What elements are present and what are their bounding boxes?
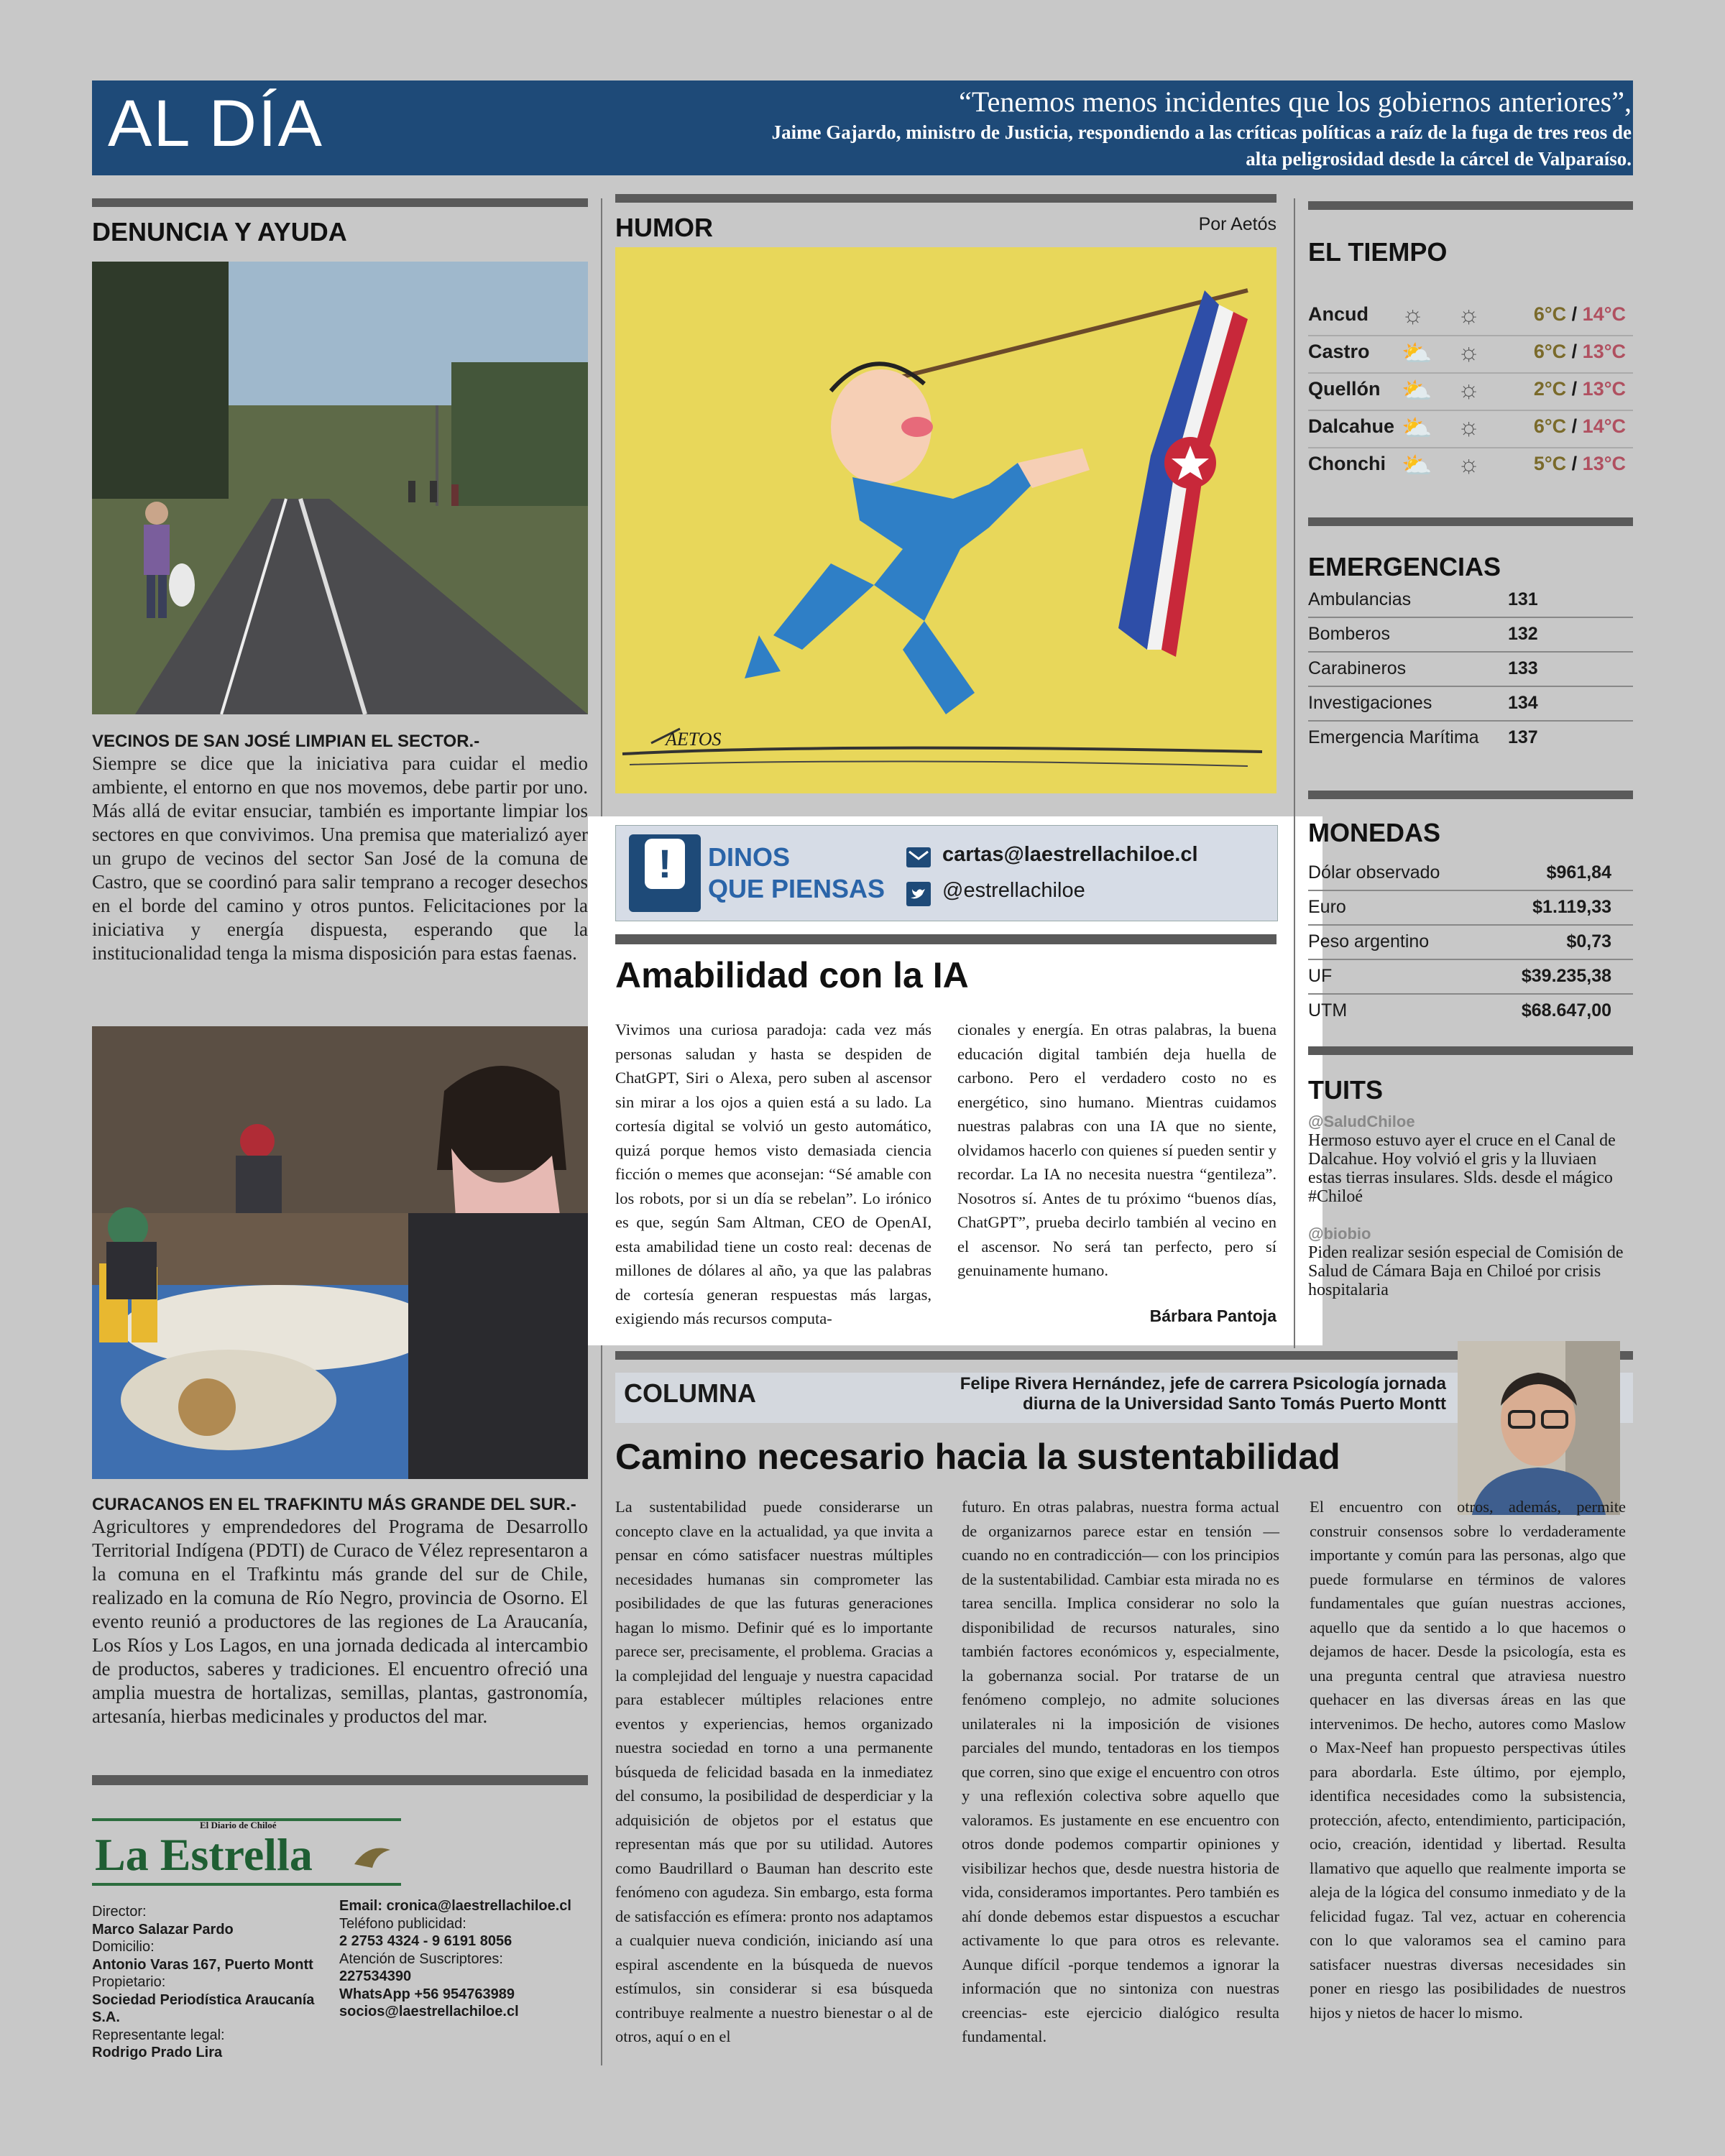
story-cleanup (92, 732, 588, 965)
photo-trafkintu-market (92, 1026, 588, 1479)
divider (92, 1775, 588, 1785)
quote-block (755, 85, 1632, 172)
divider (1308, 201, 1633, 210)
letter-col-1: Vivimos una curiosa paradoja: cada vez más personas saludan y hasta se despiden de ChatGPT, Siri o Alexa, pero suben al ascensor sin mirar a los ojos a quien está a su lado. La cortesía digital se volvió un gesto automático, quizá porque hemos visto demasiada ciencia ficción o memes que aconsejan: “Sé amable con los robots, por si un día se rebelan”. Lo irónico es que, según Sam Altman, CEO de OpenAI, esta amabilidad tiene un costo real: decenas de millones de dólares al año, ya que las palabras de cortesía generan respuestas más largas, exigiendo más recursos computa- (615, 1021, 932, 1327)
tweet-handle[interactable]: @SaludChiloe (1308, 1112, 1415, 1130)
tweet-text: Hermoso estuvo ayer el cruce en el Canal de Dalcahue. Hoy volvió el gris y la lluviaen estas tierras insulares. Slds. desde el mágico #Chiloé (1308, 1131, 1616, 1206)
partly-cloudy-icon: ⛅ (1402, 453, 1432, 479)
emergency-number: 133 (1508, 658, 1538, 678)
header-quote: “Tenemos menos incidentes que los gobiernos anteriores”, (959, 86, 1632, 118)
columna-author (862, 1374, 1446, 1414)
masthead-value: Sociedad Periodística Araucanía S.A. (92, 1991, 315, 2025)
weather-row (1308, 410, 1633, 448)
masthead-value: Antonio Varas 167, Puerto Montt (92, 1956, 313, 1973)
weather-city: Castro (1308, 341, 1370, 362)
weather-temp: 5°C / 13°C (1533, 453, 1626, 474)
author-line-2: diurna de la Universidad Santo Tomás Puerto Montt (1023, 1394, 1446, 1414)
partly-cloudy-icon: ⛅ (1402, 378, 1432, 405)
weather-row (1308, 372, 1633, 411)
weather-city: Ancud (1308, 303, 1368, 325)
mail-icon (906, 847, 931, 867)
columna-col-1: La sustentabilidad puede considerarse un concepto clave en la actualidad, ya que invita a pensar en cómo satisfacer nuestras múltiples necesidades humanas sin comprometer las posibilidades de que las futuras generaciones hagan lo mismo. Definir qué es lo importante parece ser, precisamente, el problema. Gracias a la complejidad del lenguaje y nuestra capacidad para establecer múltiples relaciones entre eventos y experiencias, hemos organizado nuestra sociedad en torno a una permanente búsqueda de felicidad basada en la inmediatez del consumo, la posibilidad de desperdiciar y la adquisición de objetos por el estatus que representan más que por su utilidad. Autores como Baudrillard o Bauman han descrito este fenómeno con agudeza. Sin embargo, esta forma de satisfacción es efímera: pronto nos adaptamos a cualquier nueva condición, iniciando así una espiral ascendente en la búsqueda de nuevos estímulos, sin considerar si esa búsqueda contribuye realmente a nuestro bienestar o al de otros, aquí o en el (615, 1498, 933, 2045)
divider (615, 194, 1276, 203)
emergency-number: 131 (1508, 589, 1538, 609)
story-trafkintu-body: Agricultores y emprendedores del Programa de Desarrollo Territorial Indígena (PDTI) de Curaco de Vélez representaron a la comuna en el Trafkintu más grande del sur de Chile, realizado en la comuna de Río Negro, provincia de Osorno. El evento reunió a productores de las regiones de La Araucanía, Los Ríos y Los Lagos, en una jornada dedicada al intercambio de productos, saberes y tradiciones. El encuentro ofreció una amplia muestra de hortalizas, semillas, plantas, gastronomía, artesanía, hierbas medicinales y productos del mar. (92, 1516, 588, 1727)
tweet-handle[interactable]: @biobio (1308, 1225, 1371, 1243)
temp-max: 14°C (1582, 303, 1626, 325)
temp-max: 13°C (1582, 453, 1626, 474)
letter-headline: Amabilidad con la IA (615, 955, 969, 995)
currency-label: Euro (1308, 897, 1346, 917)
temp-min: 2°C (1533, 378, 1567, 400)
letter-author: Bárbara Pantoja (1149, 1307, 1276, 1325)
emergency-row (1308, 618, 1633, 653)
logo-wordmark: La Estrella (95, 1829, 313, 1880)
divider (1308, 791, 1633, 799)
masthead-label: Representante legal: (92, 2027, 225, 2043)
temp-max: 14°C (1582, 415, 1626, 437)
temp-min: 5°C (1533, 453, 1567, 474)
masthead-value: Marco Salazar Pardo (92, 1921, 234, 1938)
weather-city: Chonchi (1308, 453, 1386, 474)
currency-value: $0,73 (1566, 931, 1611, 952)
sun-icon: ☼ (1402, 302, 1425, 328)
emergency-number: 134 (1508, 693, 1538, 713)
currency-value: $68.647,00 (1521, 1000, 1611, 1021)
cartoon-illustration (615, 247, 1276, 793)
weather-temp: 6°C / 14°C (1533, 415, 1626, 437)
masthead-label: Teléfono publicidad: (339, 1915, 466, 1932)
temp-min: 6°C (1533, 303, 1567, 325)
emergency-label: Emergencia Marítima (1308, 727, 1479, 747)
tweet (1308, 1112, 1633, 1206)
masthead-label: Domicilio: (92, 1939, 155, 1955)
currency-value: $961,84 (1546, 862, 1611, 883)
story-cleanup-body: Siempre se dice que la iniciativa para cuidar el medio ambiente, el entorno en que nos movemos, debe partir por uno. Más allá de evitar ensuciar, también es importante limpiar los sectores en que convivimos. Una premisa que materializó ayer un grupo de vecinos del sector San José de la comuna de Castro, que se coordinó para salir temprano a recoger desechos en el borde del camino y otros puntos. Felicitaciones por la iniciativa y energía dispuesta, esperando que la institucionalidad tenga la misma disposición para estas faenas. (92, 752, 588, 964)
emergency-row (1308, 722, 1633, 755)
emergency-label: Bomberos (1308, 624, 1390, 644)
currency-row (1308, 960, 1633, 995)
temp-min: 6°C (1533, 341, 1567, 362)
weather-city: Quellón (1308, 378, 1381, 400)
temp-max: 13°C (1582, 378, 1626, 400)
humor-byline: Por Aetós (1198, 214, 1276, 234)
temp-min: 6°C (1533, 415, 1567, 437)
author-line-1: Felipe Rivera Hernández, jefe de carrera Psicología jornada (960, 1374, 1446, 1393)
currency-label: UF (1308, 966, 1333, 986)
currency-row (1308, 995, 1633, 1028)
story-cleanup-headline: VECINOS DE SAN JOSÉ LIMPIAN EL SECTOR.- (92, 732, 480, 751)
weather-temp: 6°C / 13°C (1533, 341, 1626, 362)
weather-row (1308, 298, 1633, 336)
denuncia-title: DENUNCIA Y AYUDA (92, 217, 347, 247)
tuits-title: TUITS (1308, 1075, 1383, 1105)
letters-twitter[interactable]: @estrellachiloe (942, 879, 1085, 902)
sun-icon: ☼ (1458, 451, 1481, 478)
masthead-value: 2 2753 4324 - 9 6191 8056 (339, 1933, 512, 1949)
author-portrait (1458, 1341, 1620, 1515)
emergency-row (1308, 653, 1633, 687)
columna-col-3: El encuentro con otros, además, permite construir consensos sobre lo verdaderamente importante y común para las personas, algo que puede formularse en términos de valores fundamentales que guían nuestras acciones, aquello que da sentido a lo que hacemos o dejamos de hacer. Desde la psicología, esta es una pregunta central que atraviesa nuestro quehacer en las diversas áreas en las que intervenimos. De hecho, autores como Maslow o Max-Neef han propuesto perspectivas útiles para abordarla. Este último, por ejemplo, identifica necesidades como la subsistencia, protección, afecto, entendimiento, participación, ocio, creación, identidad y libertad. Resulta llamativo que aquello que realmente importa se aleja de la lógica del consumo inmediato y de la felicidad fugaz. Tal vez, actuar en coherencia con lo que valoramos sea el camino para satisfacer nuestras diversas necesidades sin poner en riesgo las posibilidades de nuestros hijos y nietos de hacer lo mismo. (1310, 1498, 1626, 2022)
partly-cloudy-icon: ⛅ (1402, 415, 1432, 442)
emergency-row (1308, 584, 1633, 618)
partly-cloudy-icon: ⛅ (1402, 341, 1432, 367)
dinos-heading (708, 842, 885, 905)
twitter-icon (906, 882, 931, 906)
currency-row (1308, 857, 1633, 891)
dinos-line-1: DINOS (708, 842, 791, 872)
contact-band (615, 825, 1278, 921)
masthead-label: Propietario: (92, 1974, 166, 1990)
masthead-right (339, 1897, 598, 2021)
columna-label: COLUMNA (624, 1378, 756, 1408)
columna-headline: Camino necesario hacia la sustentabilidad (615, 1437, 1340, 1477)
currency-label: Dólar observado (1308, 862, 1440, 883)
weather-temp: 6°C / 14°C (1533, 303, 1626, 325)
weather-title: EL TIEMPO (1308, 237, 1448, 267)
divider (615, 934, 1276, 944)
column-separator (1294, 198, 1295, 1348)
currency-label: UTM (1308, 1000, 1348, 1021)
masthead-socios-email[interactable]: socios@laestrellachiloe.cl (339, 2004, 519, 2019)
newspaper-logo (92, 1818, 401, 1886)
letter-col-2: cionales y energía. En otras palabras, la buena educación digital también deja huella de carbono. Pero el verdadero costo no es energético, sino humano. Mientras cuidamos nuestras palabras con una IA que no siente, olvidamos hacerlo con quienes sí pueden sentir y recordar. La IA no necesita nuestra “gentileza”. Nosotros sí. Antes de tu próximo “buenos días, ChatGPT”, prueba decirlo también al vecino en el ascensor. No será tan perfecto, pero sí genuinamente humano. (957, 1021, 1276, 1279)
weather-city: Dalcahue (1308, 415, 1395, 437)
masthead-value: 227534390 (339, 1968, 412, 1984)
emergency-row (1308, 687, 1633, 722)
divider (1308, 1046, 1633, 1055)
bird-logo-icon (351, 1835, 394, 1876)
sun-icon: ☼ (1458, 377, 1481, 403)
currency-row (1308, 926, 1633, 960)
currency-value: $39.235,38 (1521, 966, 1611, 986)
sun-icon: ☼ (1458, 414, 1481, 441)
sun-icon: ☼ (1458, 339, 1481, 366)
story-trafkintu-headline: CURACANOS EN EL TRAFKINTU MÁS GRANDE DEL SUR.- (92, 1495, 576, 1514)
humor-title: HUMOR (615, 213, 713, 242)
section-title: AL DÍA (108, 87, 324, 160)
monedas-title: MONEDAS (1308, 818, 1441, 847)
currency-row (1308, 891, 1633, 926)
masthead-left (92, 1903, 329, 2062)
exclamation-badge-icon: ! (629, 834, 701, 912)
tweet-text: Piden realizar sesión especial de Comisión de Salud de Cámara Baja en Chiloé por crisis hospitalaria (1308, 1243, 1624, 1299)
weather-temp: 2°C / 13°C (1533, 378, 1626, 400)
photo-roadside-cleanup (92, 262, 588, 714)
weather-row (1308, 447, 1633, 484)
divider (92, 198, 588, 207)
masthead-label: Director: (92, 1904, 147, 1920)
masthead-email[interactable]: Email: cronica@laestrellachiloe.cl (339, 1898, 571, 1914)
emergency-number: 132 (1508, 624, 1538, 644)
masthead-label: Atención de Suscriptores: (339, 1950, 503, 1967)
masthead-value: Rodrigo Prado Lira (92, 2045, 223, 2060)
letters-email[interactable]: cartas@laestrellachiloe.cl (942, 843, 1198, 866)
header-quote-attribution: Jaime Gajardo, ministro de Justicia, respondiendo a las críticas políticas a raíz de la fuga de tres reos de alta peligrosidad desde la cárcel de Valparaíso. (771, 121, 1632, 170)
currency-label: Peso argentino (1308, 931, 1430, 952)
weather-row (1308, 335, 1633, 374)
story-trafkintu (92, 1495, 588, 1728)
dinos-line-2: QUE PIENSAS (708, 874, 886, 903)
sun-icon: ☼ (1458, 302, 1481, 328)
columna-col-2: futuro. En otras palabras, nuestra forma actual de organizarnos parece estar en tensión —cuando no en contradicción— con los principios de la sustentabilidad. Cambiar esta mirada no es tarea sencilla. Implica considerar no solo la disponibilidad de recursos naturales, sino también factores económicos y, especialmente, la gobernanza social. Por tratarse de un fenómeno complejo, no admite soluciones unilaterales ni la imposición de visiones parciales del mundo, tentadoras en los tiempos que corren, sino que exige el encuentro con otros y una reflexión colectiva sobre aquello que valoramos. Es justamente en ese encuentro con otros donde podemos compartir opiniones y visibilizar hechos que, desde nuestra historia de vida, consideramos importantes. Pero también es ahí donde debemos estar dispuestos a escuchar activamente lo que para otros es relevante. Aunque difícil -porque tendemos a ignorar la información que no sintoniza con nuestras creencias- este ejercicio dialógico resulta fundamental. (962, 1498, 1279, 2045)
emergencias-title: EMERGENCIAS (1308, 552, 1501, 581)
currency-value: $1.119,33 (1532, 897, 1611, 917)
emergency-label: Investigaciones (1308, 693, 1432, 713)
temp-max: 13°C (1582, 341, 1626, 362)
logo-kicker: El Diario de Chiloé (200, 1820, 277, 1830)
tweet (1308, 1225, 1633, 1299)
divider (1308, 517, 1633, 526)
emergency-label: Ambulancias (1308, 589, 1412, 609)
cartoon-signature: AETOS (666, 729, 722, 750)
emergency-label: Carabineros (1308, 658, 1407, 678)
masthead-whatsapp[interactable]: WhatsApp +56 954763989 (339, 1986, 515, 2002)
emergency-number: 137 (1508, 727, 1538, 747)
